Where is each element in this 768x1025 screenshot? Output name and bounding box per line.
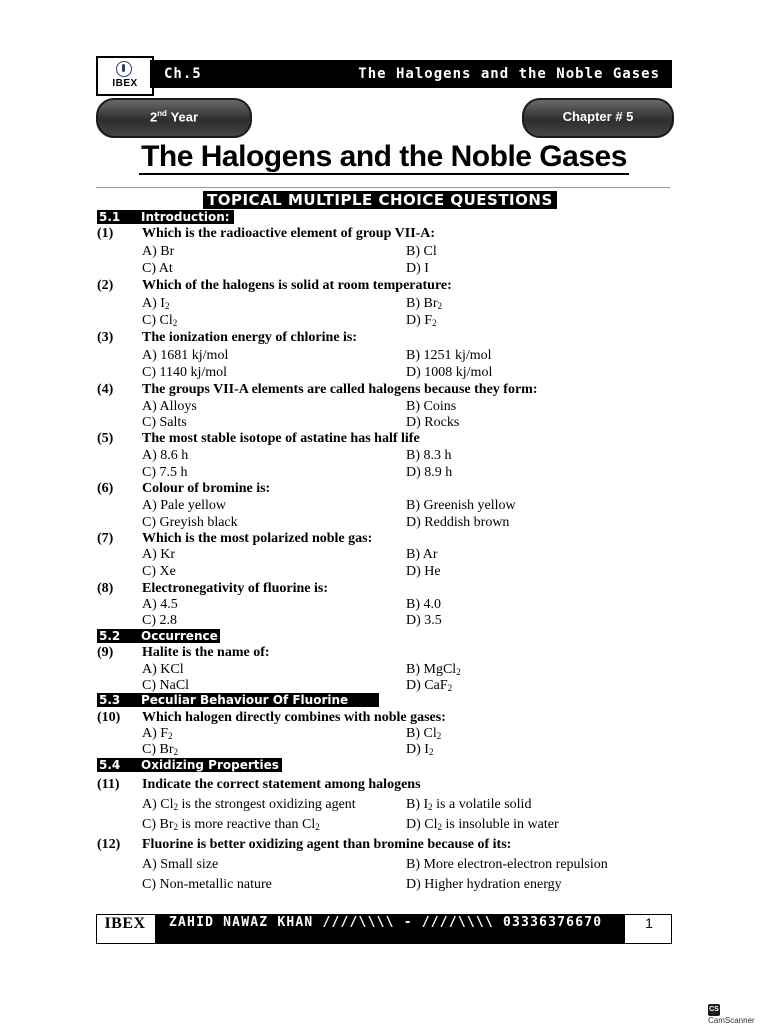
question-number: (12) xyxy=(97,837,121,852)
option-c: C) At xyxy=(142,261,173,276)
option-d: D) Rocks xyxy=(406,415,460,430)
option-a: A) Pale yellow xyxy=(142,498,226,513)
section-number: 5.4 xyxy=(99,758,121,772)
option-b: B) Cl xyxy=(406,244,437,259)
option-b: B) Greenish yellow xyxy=(406,498,516,513)
option-a: A) 4.5 xyxy=(142,597,178,612)
ibex-logo-icon xyxy=(116,61,132,77)
year-number: 2 xyxy=(149,109,158,125)
question-text: The ionization energy of chlorine is: xyxy=(142,330,358,345)
year-badge xyxy=(96,98,252,138)
logo-text: IBEX xyxy=(112,78,138,89)
option-b: B) Ar xyxy=(406,547,438,562)
question-number: (5) xyxy=(97,431,114,446)
camscanner-icon: CS xyxy=(708,1004,720,1016)
option-b: B) $I_2$ is a volatile solid xyxy=(406,797,532,812)
option-d: D) $I_2$ xyxy=(406,742,434,757)
question-number: (9) xyxy=(97,645,114,660)
question-text: Which halogen directly combines with noble gases: xyxy=(142,710,446,725)
question-text: Which of the halogens is solid at room temperature: xyxy=(142,278,452,293)
section-bar xyxy=(97,210,234,224)
section-number: 5.3 xyxy=(99,693,121,707)
section-bar xyxy=(97,693,379,707)
option-d: D) I xyxy=(406,261,429,276)
section-number: 5.2 xyxy=(99,629,121,643)
option-d: D) 3.5 xyxy=(406,613,442,628)
chapter-badge xyxy=(522,98,674,138)
year-label: Year xyxy=(170,109,199,125)
option-c: C) NaCl xyxy=(142,678,190,693)
option-c: C) 2.8 xyxy=(142,613,177,628)
question-number: (2) xyxy=(97,278,114,293)
camscanner-watermark xyxy=(708,1004,768,1025)
option-b: B) MgCl$_2$ xyxy=(406,662,461,677)
option-b: B) 4.0 xyxy=(406,597,441,612)
footer-author: ZAHID NAWAZ KHAN ////\\\\ - ////\\\\ 03336376670 xyxy=(155,915,625,943)
option-d: D) He xyxy=(406,564,441,579)
camscanner-label: CamScanner xyxy=(708,1016,755,1025)
question-text: The groups VII-A elements are called halogens because they form: xyxy=(142,382,538,397)
option-c: C) Salts xyxy=(142,415,187,430)
question-number: (8) xyxy=(97,581,114,596)
option-d: D) CaF$_2$ xyxy=(406,678,453,693)
question-text: Electronegativity of fluorine is: xyxy=(142,581,328,596)
option-d: D) $Cl_2$ is insoluble in water xyxy=(406,817,559,832)
option-c: C) $Br_2$ is more reactive than $Cl_2$ xyxy=(142,817,320,832)
topical-heading: TOPICAL MULTIPLE CHOICE QUESTIONS xyxy=(203,191,557,209)
option-a: A) Small size xyxy=(142,857,219,872)
option-a: A) $F_2$ xyxy=(142,726,173,741)
option-a: A) Br xyxy=(142,244,175,259)
section-name: Peculiar Behaviour Of Fluorine xyxy=(141,693,349,707)
chapter-title: The Halogens and the Noble Gases xyxy=(358,66,660,82)
option-a: A) KCl xyxy=(142,662,184,677)
question-number: (11) xyxy=(97,777,120,792)
question-text: Halite is the name of: xyxy=(142,645,270,660)
option-d: D) $F_2$ xyxy=(406,313,437,328)
option-c: C) $Br_2$ xyxy=(142,742,178,757)
option-a: A) 1681 kj/mol xyxy=(142,348,229,363)
option-a: A) 8.6 h xyxy=(142,448,189,463)
question-number: (4) xyxy=(97,382,114,397)
page-number: 1 xyxy=(645,915,653,931)
option-b: B) 1251 kj/mol xyxy=(406,348,492,363)
option-c: C) 7.5 h xyxy=(142,465,188,480)
option-a: A) Kr xyxy=(142,547,176,562)
chapter-short: Ch.5 xyxy=(164,66,202,82)
question-text: Colour of bromine is: xyxy=(142,481,271,496)
divider xyxy=(96,187,670,188)
footer-brand: IBEX xyxy=(104,915,146,932)
option-b: B) $Br_2$ xyxy=(406,296,442,311)
option-c: C) Non-metallic nature xyxy=(142,877,272,892)
option-d: D) 1008 kj/mol xyxy=(406,365,493,380)
option-a: A) $I_2$ xyxy=(142,296,170,311)
option-d: D) Higher hydration energy xyxy=(406,877,562,892)
option-a: A) Alloys xyxy=(142,399,197,414)
option-c: C) Greyish black xyxy=(142,515,238,530)
question-text: Fluorine is better oxidizing agent than bromine because of its: xyxy=(142,837,512,852)
section-name: Occurrence xyxy=(141,629,218,643)
section-bar xyxy=(97,629,220,643)
ibex-logo xyxy=(96,56,154,96)
question-text: The most stable isotope of astatine has half life xyxy=(142,431,420,446)
page-footer xyxy=(96,914,672,944)
option-b: B) 8.3 h xyxy=(406,448,452,463)
year-suffix: nd xyxy=(157,109,167,118)
section-name: Introduction: xyxy=(141,210,230,224)
option-d: D) 8.9 h xyxy=(406,465,453,480)
section-name: Oxidizing Properties xyxy=(141,758,279,772)
option-b: B) Coins xyxy=(406,399,457,414)
question-text: Which is the radioactive element of group VII-A: xyxy=(142,226,436,241)
section-bar xyxy=(97,758,282,772)
question-number: (3) xyxy=(97,330,114,345)
option-c: C) $Cl_2$ xyxy=(142,313,178,328)
option-c: C) Xe xyxy=(142,564,176,579)
question-text: Which is the most polarized noble gas: xyxy=(142,531,373,546)
question-number: (10) xyxy=(97,710,121,725)
page-title-text: The Halogens and the Noble Gases xyxy=(141,140,627,173)
question-number: (7) xyxy=(97,531,114,546)
question-text: Indicate the correct statement among halogens xyxy=(142,777,421,792)
option-b: B) $Cl_2$ xyxy=(406,726,442,741)
section-number: 5.1 xyxy=(99,210,121,224)
chapter-badge-label: Chapter # 5 xyxy=(562,109,634,124)
question-number: (1) xyxy=(97,226,114,241)
option-a: A) $Cl_2$ is the strongest oxidizing agent xyxy=(142,797,356,812)
page-title xyxy=(0,140,768,174)
option-d: D) Reddish brown xyxy=(406,515,510,530)
chapter-header-bar xyxy=(150,60,672,88)
option-b: B) More electron-electron repulsion xyxy=(406,857,608,872)
question-number: (6) xyxy=(97,481,114,496)
option-c: C) 1140 kj/mol xyxy=(142,365,228,380)
